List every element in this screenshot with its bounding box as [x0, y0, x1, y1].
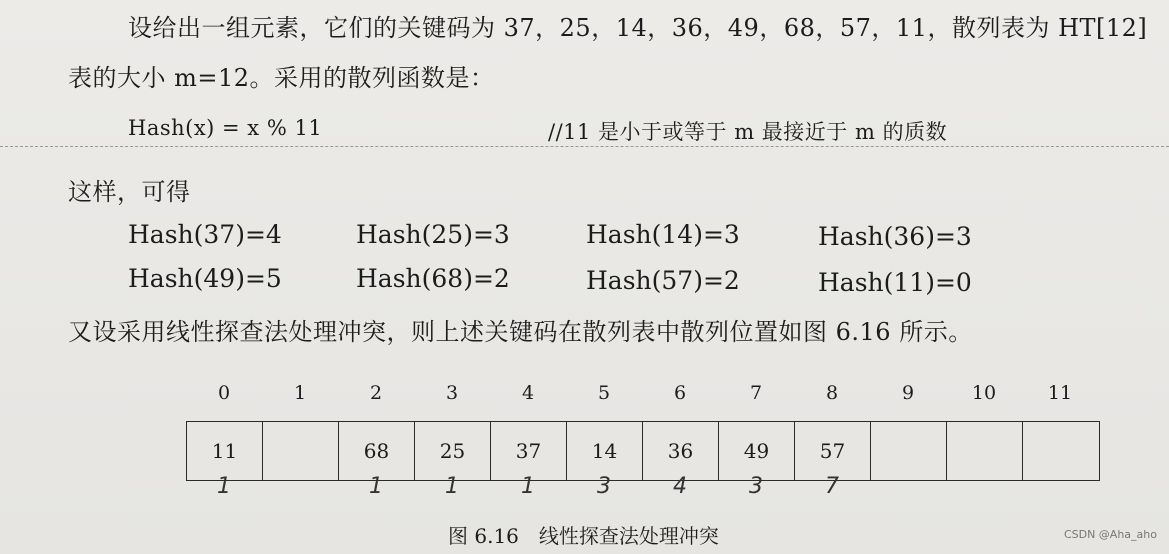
- slot-index: 9: [901, 382, 915, 404]
- slot-index: 10: [971, 382, 997, 404]
- hash-result: Hash(25)=3: [356, 220, 510, 249]
- hash-table: [186, 421, 1100, 481]
- hash-result: Hash(49)=5: [128, 264, 282, 293]
- slot-index: 1: [293, 382, 307, 404]
- hash-slot: 68: [339, 422, 415, 480]
- hash-result: Hash(11)=0: [818, 268, 972, 297]
- probe-count: 7: [825, 474, 839, 499]
- intro-line-2: 表的大小 m=12。采用的散列函数是：: [68, 64, 495, 92]
- slot-index: 8: [825, 382, 839, 404]
- slot-index: 6: [673, 382, 687, 404]
- probe-count: 1: [369, 474, 383, 499]
- hash-slot: 11: [187, 422, 263, 480]
- probe-count: 1: [521, 474, 535, 499]
- slot-index: 3: [445, 382, 459, 404]
- hash-slot: [1023, 422, 1099, 480]
- probe-count: 3: [749, 474, 763, 499]
- hash-result: Hash(68)=2: [356, 264, 510, 293]
- result-lead: 这样，可得: [68, 178, 191, 206]
- figure-caption: 图 6.16 线性探查法处理冲突: [448, 524, 719, 548]
- probe-count: 1: [445, 474, 459, 499]
- hash-result: Hash(57)=2: [586, 266, 740, 295]
- hash-function: Hash(x) = x % 11: [128, 116, 323, 140]
- hash-slot: 57: [795, 422, 871, 480]
- hash-slot: 25: [415, 422, 491, 480]
- hash-slot: [947, 422, 1023, 480]
- hash-result: Hash(37)=4: [128, 220, 282, 249]
- watermark: CSDN @Aha_aho: [1063, 528, 1157, 541]
- probe-count: 4: [673, 474, 687, 499]
- hash-slot: 14: [567, 422, 643, 480]
- hash-slot: 49: [719, 422, 795, 480]
- intro-line-1: 设给出一组元素，它们的关键码为 37，25，14，36，49，68，57，11，散列表为 HT[12]: [128, 14, 1148, 42]
- hash-slot: [263, 422, 339, 480]
- scan-divider: [0, 146, 1169, 148]
- slot-index: 2: [369, 382, 383, 404]
- probe-count: 1: [217, 474, 231, 499]
- slot-index: 0: [217, 382, 231, 404]
- hash-result: Hash(36)=3: [818, 222, 972, 251]
- slot-index: 5: [597, 382, 611, 404]
- hash-slot: 37: [491, 422, 567, 480]
- hash-slot: 36: [643, 422, 719, 480]
- slot-index: 4: [521, 382, 535, 404]
- hash-slot: [871, 422, 947, 480]
- probe-sentence: 又设采用线性探查法处理冲突，则上述关键码在散列表中散列位置如图 6.16 所示。: [68, 318, 973, 346]
- slot-index: 7: [749, 382, 763, 404]
- slot-index: 11: [1047, 382, 1073, 404]
- probe-count: 3: [597, 474, 611, 499]
- hash-comment: //11 是小于或等于 m 最接近于 m 的质数: [548, 120, 948, 144]
- hash-result: Hash(14)=3: [586, 220, 740, 249]
